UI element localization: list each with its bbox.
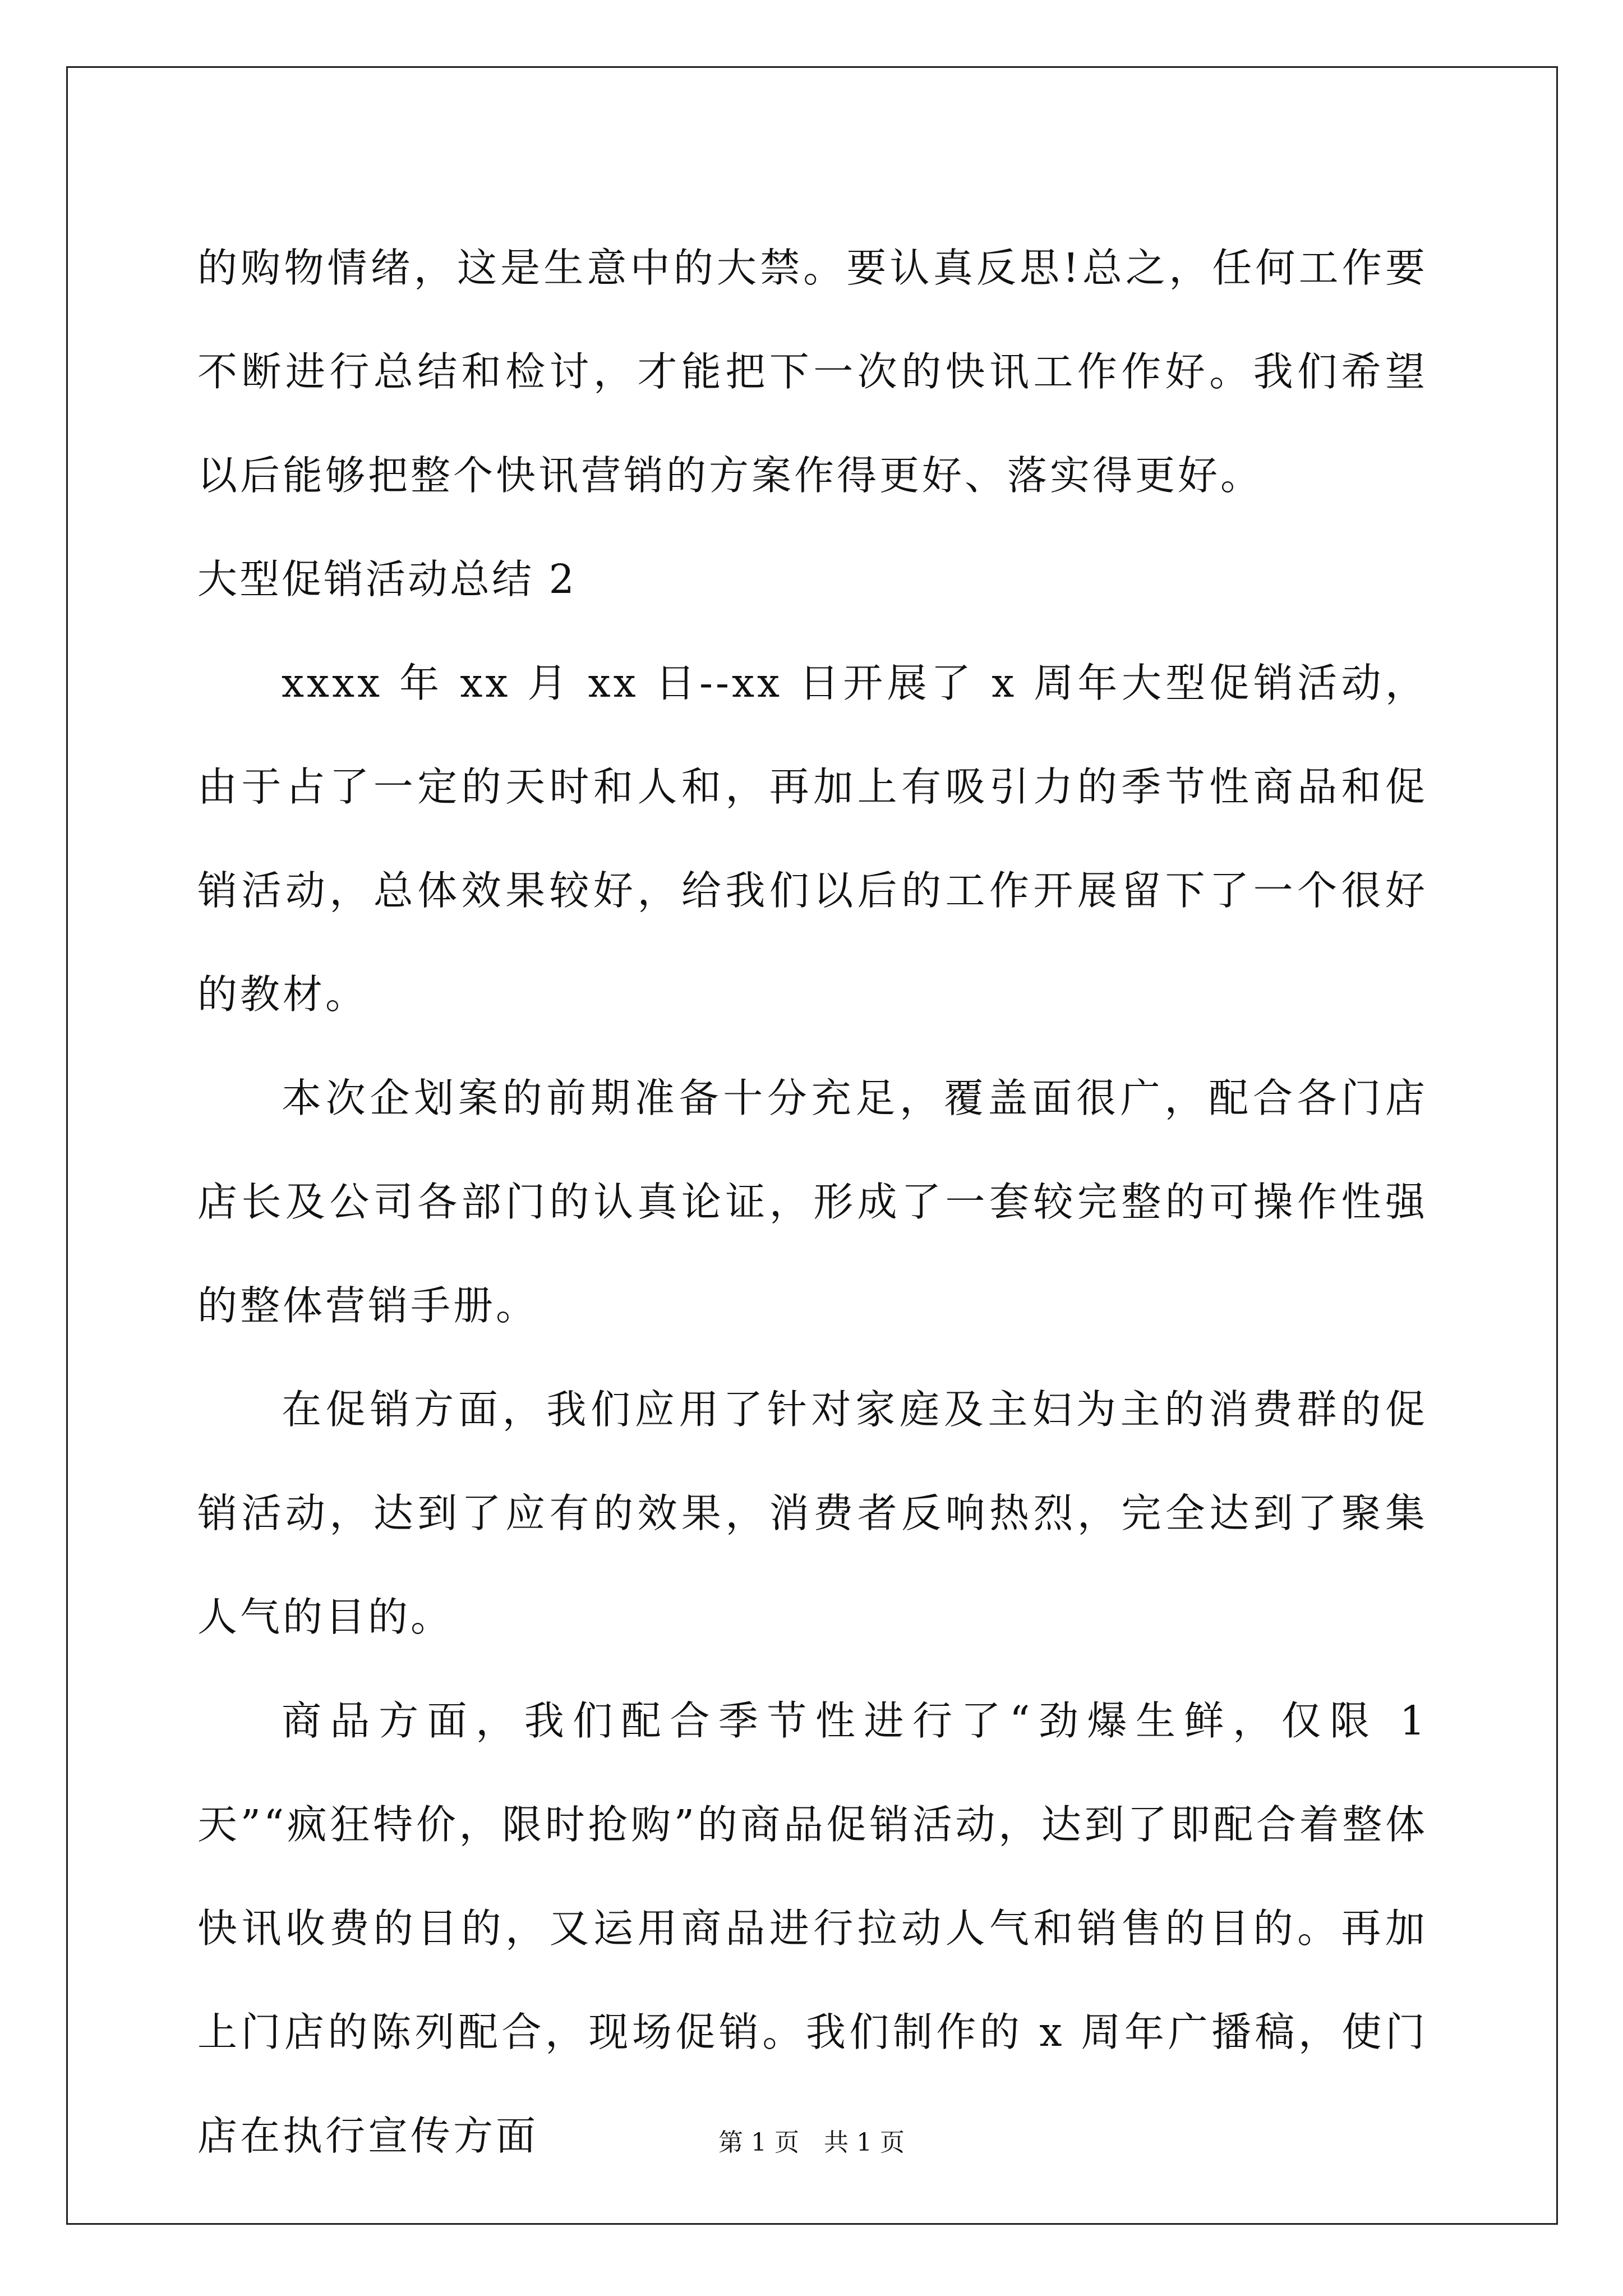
paragraph-products: 商品方面，我们配合季节性进行了“劲爆生鲜，仅限 1 天”“疯狂特价，限时抢购”的商品促销活动，达到了即配合着整体快讯收费的目的，又运用商品进行拉动人气和销售的目的。再加上门店的陈列配合，现场促销。我们制作的 x 周年广播稿，使门店在执行宣传方面 xyxy=(197,1697,1428,2159)
paragraph-overview: xxxx 年 xx 月 xx 日--xx 日开展了 x 周年大型促销活动，由于占了一定的天时和人和，再加上有吸引力的季节性商品和促销活动，总体效果较好，给我们以后的工作开展留下了一个很好的教材。 xyxy=(197,660,1428,1018)
paragraph-planning: 本次企划案的前期准备十分充足，覆盖面很广，配合各门店店长及公司各部门的认真论证，形成了一套较完整的可操作性强的整体营销手册。 xyxy=(197,1075,1428,1329)
page-footer: 第 1 页 共 1 页 xyxy=(718,2128,905,2157)
paragraph-promotion: 在促销方面，我们应用了针对家庭及主妇为主的消费群的促销活动，达到了应有的效果，消费者反响热烈，完全达到了聚集人气的目的。 xyxy=(197,1386,1428,1640)
section-heading: 大型促销活动总结 2 xyxy=(197,556,577,602)
paragraph-intro: 的购物情绪，这是生意中的大禁。要认真反思!总之，任何工作要不断进行总结和检讨，才能把下一次的快讯工作作好。我们希望以后能够把整个快讯营销的方案作得更好、落实得更好。 xyxy=(197,245,1428,499)
document-body xyxy=(197,216,1428,2188)
